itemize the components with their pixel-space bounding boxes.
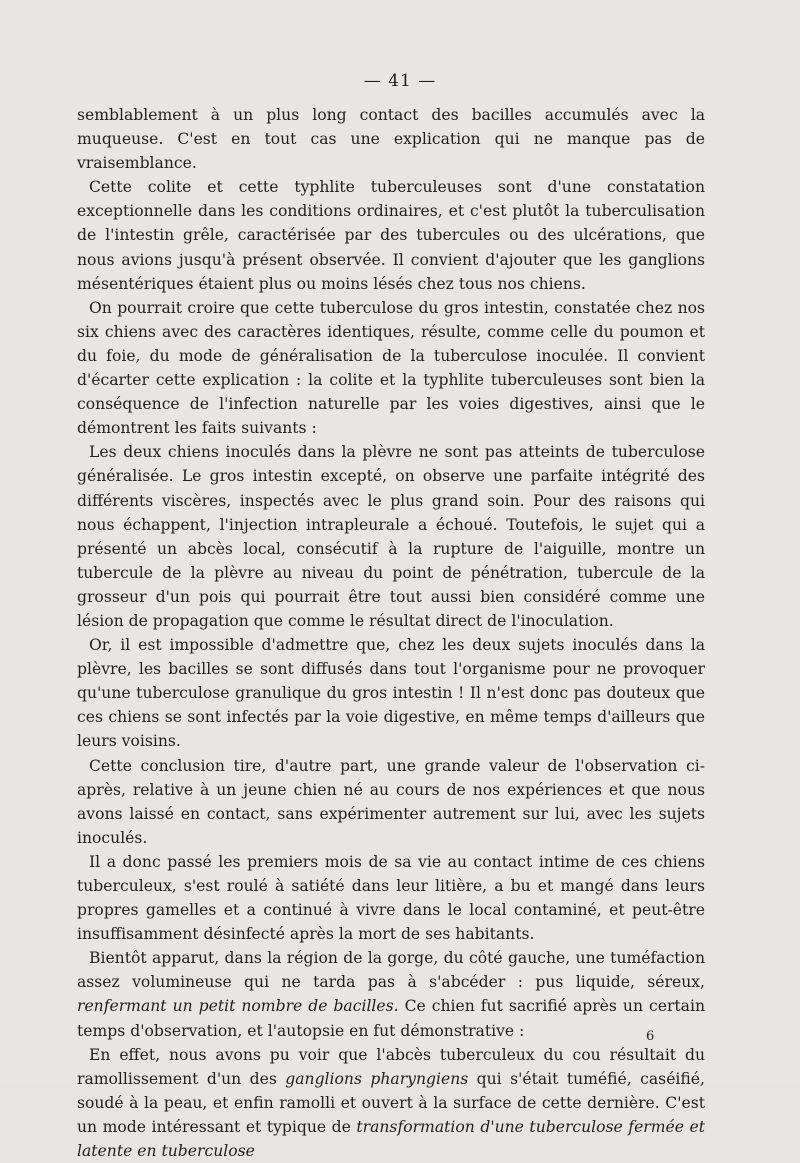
signature-mark: 6 — [646, 1029, 655, 1044]
paragraph-abces-middle: qui s'était tuméfié, caséifié, soudé à la peau, et enfin ramolli et ouvert à la surface de cette dernière. C'est un mode intéressant et typique de — [77, 1069, 705, 1136]
page-number: — 41 — — [363, 71, 437, 91]
paragraph-continuation: semblablement à un plus long contact des bacilles accumulés avec la muqueuse. C'est en tout cas une explication qui ne manque pas de vraisemblance. — [77, 106, 705, 173]
paragraph-gros-intestin: On pourrait croire que cette tuberculose du gros intestin, constatée chez nos six chiens avec des caractères identiques, résulte, comme celle du poumon et du foie, du mode de généralisation de la tuberculose inoculée. Il convient d'écarter cette explication : la colite et la typhlite tuberculeuses sont bien la conséquence de l'infection naturelle par les voies digestives, ainsi que le démontrent les faits suivants : — [77, 298, 705, 438]
ganglions-pharyngiens-term: ganglions pharyngiens — [285, 1069, 469, 1088]
body-text — [77, 103, 705, 1163]
paragraph-chiens-plevre: Les deux chiens inoculés dans la plèvre ne sont pas atteints de tuberculose généralisée. Le gros intestin excepté, on observe une parfaite intégrité des différents viscères, inspectés avec le plus grand soin. Pour des raisons qui nous échappent, l'injection intrapleurale a échoué. Toutefois, le sujet qui a présenté un abcès local, consécutif à la rupture de l'aiguille, montre un tubercule de la plèvre au niveau du point de pénétration, tubercule de la grosseur d'un pois qui pourrait être tout aussi bien considéré comme une lésion de propagation que comme le résultat direct de l'inoculation. — [77, 443, 705, 630]
paragraph-tumefaction-after: Ce chien fut sacrifié après un certain temps d'observation, et l'autopsie en fut démonstrative : — [77, 997, 705, 1040]
paragraph-tumefaction-italic: renfermant un petit nombre de bacilles. — [77, 997, 399, 1016]
transformation-term: transformation d'une tuberculose fermée et latente en tuberculose — [77, 1117, 705, 1161]
paragraph-jeune-chien: Il a donc passé les premiers mois de sa vie au contact intime de ces chiens tuberculeux, s'est roulé à satiété dans leur litière, a bu et mangé dans leurs propres gamelles et a continué à vivre dans le local contaminé, et peut-être insuffisamment désinfecté après la mort de ses habitants. — [77, 852, 705, 944]
paragraph-diffusion-bacilles: Or, il est impossible d'admettre que, chez les deux sujets inoculés dans la plèvre, les bacilles se sont diffusés dans tout l'organisme pour ne provoquer qu'une tuberculose granulique du gros intestin ! Il n'est donc pas douteux que ces chiens se sont infectés par la voie digestive, en même temps d'ailleurs que leurs voisins. — [77, 636, 705, 751]
paragraph-abces — [77, 1043, 705, 1163]
paragraph-tumefaction-text: Bientôt apparut, dans la région de la gorge, du côté gauche, une tuméfaction assez volumineuse qui ne tarda pas à s'abcéder : pus liquide, séreux, — [77, 949, 705, 992]
paragraph-tumefaction — [77, 946, 705, 1042]
paragraph-colite: Cette colite et cette typhlite tuberculeuses sont d'une constatation exceptionnelle dans les conditions ordinaires, et c'est plutôt la tuberculisation de l'intestin grêle, caractérisée par des tubercules ou des ulcérations, que nous avions jusqu'à présent observée. Il convient d'ajouter que les ganglions mésentériques étaient plus ou moins lésés chez tous nos chiens. — [77, 178, 705, 293]
paragraph-conclusion: Cette conclusion tire, d'autre part, une grande valeur de l'observation ci-après, relative à un jeune chien né au cours de nos expériences et que nous avons laissé en contact, sans expérimenter autrement sur lui, avec les sujets inoculés. — [77, 756, 705, 847]
paragraph-abces-text: En effet, nous avons pu voir que l'abcès tuberculeux du cou résultait du ramollissement d'un des — [77, 1045, 705, 1088]
